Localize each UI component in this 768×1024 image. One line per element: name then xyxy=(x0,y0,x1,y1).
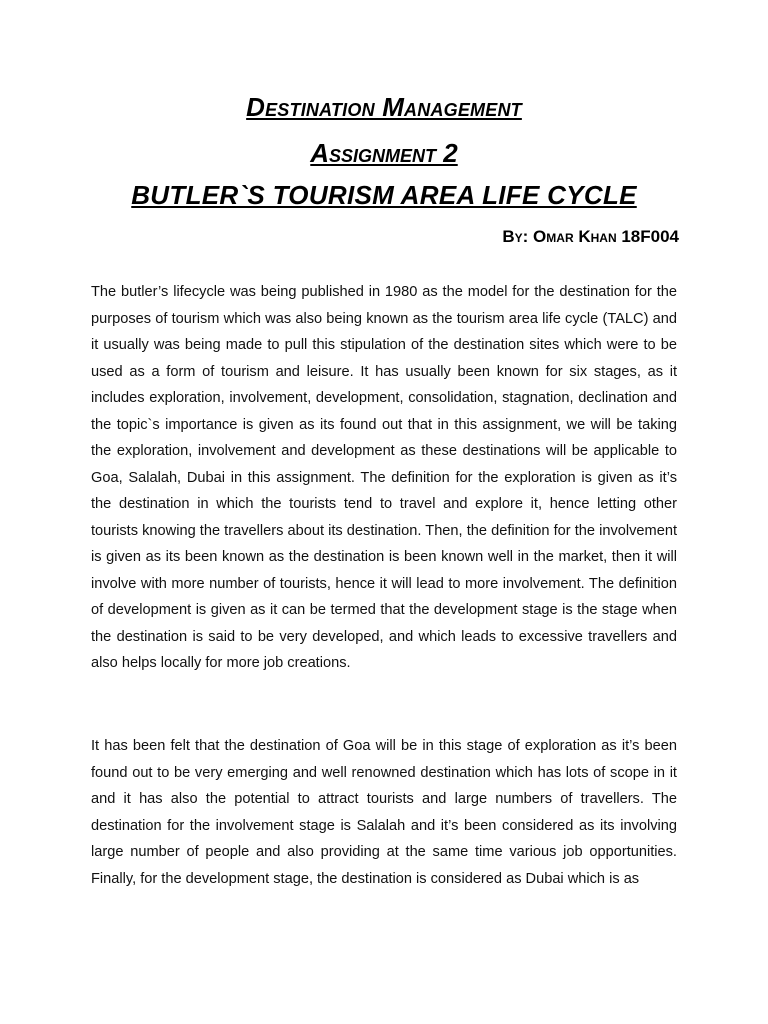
course-heading: Destination Management xyxy=(246,92,522,122)
topic-heading: BUTLER`S TOURISM AREA LIFE CYCLE xyxy=(131,180,637,210)
body-paragraph-2: It has been felt that the destination of Goa will be in this stage of exploration as it’s been found out to be very emerging and well renowned destination which has lots of scope in it and it has also the potential to attract tourists and large numbers of travellers. The destination for the involvement stage is Salalah and it’s been considered as its involving large number of people and also providing at the same time various job opportunities. Finally, for the development stage, the destination is considered as Dubai which is as xyxy=(91,738,677,887)
author-byline: By: Omar Khan 18F004 xyxy=(502,227,679,246)
body-paragraph-1: The butler’s lifecycle was being published in 1980 as the model for the destination for the purposes of tourism which was also being known as the tourism area life cycle (TALC) and it usually was being made to pull this stipulation of the destination sites which were to be used as a form of tourism and leisure. It has usually been known for six stages, as it includes exploration, involvement, development, consolidation, stagnation, declination and the topic`s importance is given as its found out that in this assignment, we will be taking the exploration, involvement and development as these destinations will be applicable to Goa, Salalah, Dubai in this assignment. The definition for the exploration is given as it’s the destination in which the tourists tend to travel and explore it, hence letting other tourists knowing the travellers about its destination. Then, the definition for the involvement is given as its been known as the destination is been known well in the market, then it will involve with more number of tourists, hence it will lead to more involvement. The definition of development is given as it can be termed that the development stage is the stage when the destination is said to be very developed, and which leads to excessive travellers and also helps locally for more job creations. xyxy=(91,284,677,671)
assignment-heading: Assignment 2 xyxy=(310,138,458,168)
